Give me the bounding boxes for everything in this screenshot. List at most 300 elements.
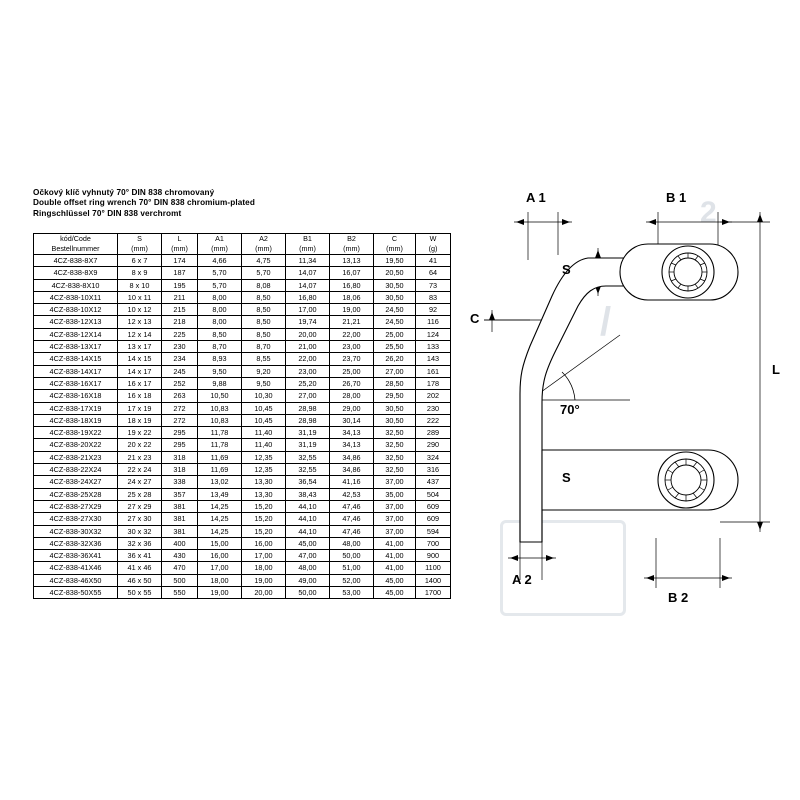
- cell-code: 4CZ-838-24X27: [34, 476, 118, 488]
- cell-value: 73: [416, 279, 451, 291]
- cell-value: 13,13: [330, 255, 374, 267]
- cell-value: 21,21: [330, 316, 374, 328]
- cell-value: 23,00: [330, 341, 374, 353]
- th-code-unit: Bestellnummer: [34, 244, 118, 255]
- th-code-top: kód/Code: [34, 234, 118, 245]
- cell-value: 161: [416, 365, 451, 377]
- table-header-row-bottom: [34, 244, 451, 255]
- cell-value: 13,02: [198, 476, 242, 488]
- cell-value: 10,45: [242, 402, 286, 414]
- th-c-top: C: [374, 234, 416, 245]
- cell-code: 4CZ-838-10X11: [34, 291, 118, 303]
- cell-code: 4CZ-838-32X36: [34, 537, 118, 549]
- th-b2-top: B2: [330, 234, 374, 245]
- cell-code: 4CZ-838-14X17: [34, 365, 118, 377]
- cell-value: 14,25: [198, 500, 242, 512]
- cell-value: 295: [162, 427, 198, 439]
- cell-code: 4CZ-838-46X50: [34, 574, 118, 586]
- cell-value: 9,20: [242, 365, 286, 377]
- cell-value: 430: [162, 550, 198, 562]
- cell-value: 8,55: [242, 353, 286, 365]
- cell-value: 263: [162, 390, 198, 402]
- cell-value: 594: [416, 525, 451, 537]
- cell-value: 252: [162, 377, 198, 389]
- table-body: [34, 255, 451, 599]
- cell-value: 550: [162, 587, 198, 599]
- cell-value: 46 x 50: [118, 574, 162, 586]
- cell-value: 1700: [416, 587, 451, 599]
- cell-value: 700: [416, 537, 451, 549]
- cell-value: 25,00: [374, 328, 416, 340]
- cell-code: 4CZ-838-12X14: [34, 328, 118, 340]
- cell-code: 4CZ-838-36X41: [34, 550, 118, 562]
- cell-value: 14,07: [286, 267, 330, 279]
- cell-value: 8,00: [198, 304, 242, 316]
- cell-value: 900: [416, 550, 451, 562]
- cell-value: 30,50: [374, 402, 416, 414]
- cell-value: 116: [416, 316, 451, 328]
- cell-value: 8,93: [198, 353, 242, 365]
- cell-value: 34,86: [330, 451, 374, 463]
- table-header-row-top: [34, 234, 451, 245]
- cell-code: 4CZ-838-50X55: [34, 587, 118, 599]
- cell-value: 8 x 9: [118, 267, 162, 279]
- cell-value: 8,70: [242, 341, 286, 353]
- cell-code: 4CZ-838-41X46: [34, 562, 118, 574]
- cell-value: 5,70: [198, 279, 242, 291]
- cell-value: 47,46: [330, 513, 374, 525]
- cell-value: 18,06: [330, 291, 374, 303]
- cell-value: 1100: [416, 562, 451, 574]
- cell-value: 357: [162, 488, 198, 500]
- cell-value: 316: [416, 464, 451, 476]
- cell-value: 52,00: [330, 574, 374, 586]
- cell-value: 11,40: [242, 427, 286, 439]
- cell-code: 4CZ-838-10X12: [34, 304, 118, 316]
- cell-value: 31,19: [286, 427, 330, 439]
- cell-value: 12,35: [242, 451, 286, 463]
- cell-value: 41,00: [374, 562, 416, 574]
- table-row: [34, 255, 451, 267]
- table-row: [34, 377, 451, 389]
- table-row: [34, 550, 451, 562]
- cell-value: 8,50: [242, 328, 286, 340]
- cell-code: 4CZ-838-22X24: [34, 464, 118, 476]
- th-a1-unit: (mm): [198, 244, 242, 255]
- th-s-top: S: [118, 234, 162, 245]
- cell-value: 27,00: [374, 365, 416, 377]
- cell-code: 4CZ-838-25X28: [34, 488, 118, 500]
- table-head: [34, 234, 451, 255]
- cell-value: 211: [162, 291, 198, 303]
- cell-code: 4CZ-838-8X10: [34, 279, 118, 291]
- cell-value: 14 x 17: [118, 365, 162, 377]
- table-row: [34, 279, 451, 291]
- cell-value: 34,13: [330, 439, 374, 451]
- cell-value: 4,66: [198, 255, 242, 267]
- cell-value: 225: [162, 328, 198, 340]
- label-l: L: [772, 362, 780, 377]
- cell-value: 27,00: [286, 390, 330, 402]
- cell-value: 178: [416, 377, 451, 389]
- cell-value: 6 x 7: [118, 255, 162, 267]
- title-czech: Očkový klíč vyhnutý 70° DIN 838 chromovaný: [33, 188, 215, 197]
- cell-value: 17,00: [286, 304, 330, 316]
- th-s-unit: (mm): [118, 244, 162, 255]
- cell-value: 32,55: [286, 464, 330, 476]
- cell-value: 381: [162, 500, 198, 512]
- cell-value: 44,10: [286, 500, 330, 512]
- specification-table-wrap: [33, 233, 451, 599]
- th-a2-unit: (mm): [242, 244, 286, 255]
- cell-value: 32,55: [286, 451, 330, 463]
- cell-value: 25 x 28: [118, 488, 162, 500]
- cell-value: 195: [162, 279, 198, 291]
- table-row: [34, 476, 451, 488]
- cell-value: 32,50: [374, 451, 416, 463]
- cell-value: 16 x 18: [118, 390, 162, 402]
- cell-value: 8 x 10: [118, 279, 162, 291]
- table-row: [34, 267, 451, 279]
- cell-code: 4CZ-838-20X22: [34, 439, 118, 451]
- table-row: [34, 513, 451, 525]
- cell-value: 19,74: [286, 316, 330, 328]
- th-c-unit: (mm): [374, 244, 416, 255]
- cell-value: 27 x 30: [118, 513, 162, 525]
- cell-value: 4,75: [242, 255, 286, 267]
- cell-value: 32,50: [374, 464, 416, 476]
- cell-value: 50,00: [330, 550, 374, 562]
- ring-head-top: [620, 244, 738, 300]
- cell-value: 37,00: [374, 476, 416, 488]
- cell-value: 500: [162, 574, 198, 586]
- cell-value: 19,50: [374, 255, 416, 267]
- cell-value: 5,70: [242, 267, 286, 279]
- cell-value: 16,80: [330, 279, 374, 291]
- table-row: [34, 402, 451, 414]
- cell-value: 45,00: [374, 574, 416, 586]
- cell-value: 36 x 41: [118, 550, 162, 562]
- cell-value: 215: [162, 304, 198, 316]
- cell-code: 4CZ-838-14X15: [34, 353, 118, 365]
- cell-value: 12 x 13: [118, 316, 162, 328]
- cell-value: 12 x 14: [118, 328, 162, 340]
- cell-value: 20,00: [286, 328, 330, 340]
- ghost-graphic-top-right: 2: [700, 196, 717, 229]
- cell-value: 35,00: [374, 488, 416, 500]
- cell-value: 16,00: [242, 537, 286, 549]
- angle-arc: [562, 372, 575, 400]
- cell-value: 11,78: [198, 439, 242, 451]
- cell-value: 32 x 36: [118, 537, 162, 549]
- cell-value: 26,70: [330, 377, 374, 389]
- cell-value: 11,34: [286, 255, 330, 267]
- cell-code: 4CZ-838-18X19: [34, 414, 118, 426]
- cell-value: 28,00: [330, 390, 374, 402]
- cell-value: 45,00: [374, 587, 416, 599]
- cell-value: 41,00: [374, 537, 416, 549]
- table-row: [34, 291, 451, 303]
- table-row: [34, 427, 451, 439]
- cell-value: 290: [416, 439, 451, 451]
- cell-code: 4CZ-838-8X7: [34, 255, 118, 267]
- cell-value: 48,00: [330, 537, 374, 549]
- cell-value: 30,50: [374, 279, 416, 291]
- cell-value: 20,00: [242, 587, 286, 599]
- cell-value: 10,45: [242, 414, 286, 426]
- table-row: [34, 525, 451, 537]
- cell-value: 10,30: [242, 390, 286, 402]
- cell-value: 15,00: [198, 537, 242, 549]
- cell-value: 338: [162, 476, 198, 488]
- cell-value: 381: [162, 525, 198, 537]
- title-block: [33, 188, 453, 219]
- cell-value: 10,50: [198, 390, 242, 402]
- cell-value: 28,98: [286, 414, 330, 426]
- table-row: [34, 574, 451, 586]
- cell-value: 47,00: [286, 550, 330, 562]
- table-row: [34, 488, 451, 500]
- label-c: C: [470, 311, 480, 326]
- cell-code: 4CZ-838-16X17: [34, 377, 118, 389]
- cell-value: 25,50: [374, 341, 416, 353]
- cell-value: 45,00: [286, 537, 330, 549]
- cell-value: 14,25: [198, 513, 242, 525]
- cell-value: 37,00: [374, 513, 416, 525]
- cell-value: 8,50: [242, 291, 286, 303]
- cell-value: 16,00: [198, 550, 242, 562]
- cell-value: 17,00: [198, 562, 242, 574]
- th-b2-unit: (mm): [330, 244, 374, 255]
- cell-value: 53,00: [330, 587, 374, 599]
- table-row: [34, 587, 451, 599]
- cell-value: 64: [416, 267, 451, 279]
- cell-value: 50 x 55: [118, 587, 162, 599]
- table-row: [34, 537, 451, 549]
- cell-value: 245: [162, 365, 198, 377]
- cell-value: 1400: [416, 574, 451, 586]
- cell-value: 11,69: [198, 451, 242, 463]
- label-angle: 70°: [560, 402, 580, 417]
- cell-value: 42,53: [330, 488, 374, 500]
- cell-code: 4CZ-838-12X13: [34, 316, 118, 328]
- cell-value: 295: [162, 439, 198, 451]
- title-german: Ringschlüssel 70° DIN 838 verchromt: [33, 208, 182, 218]
- table-row: [34, 353, 451, 365]
- cell-value: 11,78: [198, 427, 242, 439]
- cell-value: 9,50: [242, 377, 286, 389]
- cell-value: 37,00: [374, 525, 416, 537]
- cell-value: 24 x 27: [118, 476, 162, 488]
- th-b1-unit: (mm): [286, 244, 330, 255]
- table-row: [34, 500, 451, 512]
- cell-value: 18 x 19: [118, 414, 162, 426]
- cell-value: 8,08: [242, 279, 286, 291]
- cell-value: 318: [162, 451, 198, 463]
- cell-value: 29,00: [330, 402, 374, 414]
- cell-value: 17,00: [242, 550, 286, 562]
- cell-value: 15,20: [242, 513, 286, 525]
- cell-value: 20 x 22: [118, 439, 162, 451]
- cell-value: 28,50: [374, 377, 416, 389]
- cell-value: 22,00: [330, 328, 374, 340]
- cell-code: 4CZ-838-8X9: [34, 267, 118, 279]
- cell-value: 15,20: [242, 500, 286, 512]
- cell-value: 470: [162, 562, 198, 574]
- cell-value: 27 x 29: [118, 500, 162, 512]
- label-b1: B 1: [666, 190, 687, 205]
- cell-value: 29,50: [374, 390, 416, 402]
- cell-value: 8,00: [198, 291, 242, 303]
- cell-value: 381: [162, 513, 198, 525]
- cell-value: 47,46: [330, 500, 374, 512]
- cell-value: 13,30: [242, 476, 286, 488]
- cell-value: 504: [416, 488, 451, 500]
- cell-value: 34,86: [330, 464, 374, 476]
- th-b1-top: B1: [286, 234, 330, 245]
- cell-value: 44,10: [286, 513, 330, 525]
- cell-value: 15,20: [242, 525, 286, 537]
- cell-value: 23,70: [330, 353, 374, 365]
- cell-value: 10 x 12: [118, 304, 162, 316]
- wrench-drawing-svg: [470, 150, 790, 630]
- cell-value: 230: [162, 341, 198, 353]
- cell-code: 4CZ-838-21X23: [34, 451, 118, 463]
- cell-code: 4CZ-838-27X30: [34, 513, 118, 525]
- cell-value: 10,83: [198, 414, 242, 426]
- cell-value: 218: [162, 316, 198, 328]
- cell-value: 14,07: [286, 279, 330, 291]
- cell-value: 19,00: [198, 587, 242, 599]
- cell-value: 25,20: [286, 377, 330, 389]
- table-row: [34, 304, 451, 316]
- table-row: [34, 328, 451, 340]
- ghost-graphic-mid: /: [600, 300, 612, 344]
- cell-value: 19 x 22: [118, 427, 162, 439]
- cell-value: 16 x 17: [118, 377, 162, 389]
- cell-value: 36,54: [286, 476, 330, 488]
- cell-value: 30,14: [330, 414, 374, 426]
- cell-value: 272: [162, 414, 198, 426]
- table-row: [34, 414, 451, 426]
- table-row: [34, 451, 451, 463]
- cell-code: 4CZ-838-17X19: [34, 402, 118, 414]
- cell-value: 13,49: [198, 488, 242, 500]
- cell-value: 32,50: [374, 427, 416, 439]
- cell-value: 16,07: [330, 267, 374, 279]
- title-english: Double offset ring wrench 70° DIN 838 chromium-plated: [33, 198, 255, 208]
- cell-value: 10 x 11: [118, 291, 162, 303]
- cell-value: 13,30: [242, 488, 286, 500]
- cell-value: 19,00: [242, 574, 286, 586]
- cell-value: 31,19: [286, 439, 330, 451]
- cell-value: 44,10: [286, 525, 330, 537]
- cell-value: 25,00: [330, 365, 374, 377]
- cell-value: 174: [162, 255, 198, 267]
- th-l-unit: (mm): [162, 244, 198, 255]
- cell-value: 400: [162, 537, 198, 549]
- cell-value: 20,50: [374, 267, 416, 279]
- cell-value: 9,50: [198, 365, 242, 377]
- cell-code: 4CZ-838-30X32: [34, 525, 118, 537]
- cell-value: 24,50: [374, 316, 416, 328]
- th-a2-top: A2: [242, 234, 286, 245]
- cell-value: 230: [416, 402, 451, 414]
- cell-value: 19,00: [330, 304, 374, 316]
- cell-value: 49,00: [286, 574, 330, 586]
- cell-value: 18,00: [242, 562, 286, 574]
- label-a1: A 1: [526, 190, 546, 205]
- cell-value: 272: [162, 402, 198, 414]
- cell-value: 234: [162, 353, 198, 365]
- cell-value: 13 x 17: [118, 341, 162, 353]
- cell-code: 4CZ-838-16X18: [34, 390, 118, 402]
- technical-drawing: [470, 150, 790, 630]
- cell-value: 16,80: [286, 291, 330, 303]
- cell-value: 30,50: [374, 414, 416, 426]
- cell-value: 222: [416, 414, 451, 426]
- cell-value: 8,00: [198, 316, 242, 328]
- label-a2: A 2: [512, 572, 532, 587]
- cell-value: 12,35: [242, 464, 286, 476]
- cell-value: 26,20: [374, 353, 416, 365]
- table-row: [34, 341, 451, 353]
- cell-value: 50,00: [286, 587, 330, 599]
- cell-value: 47,46: [330, 525, 374, 537]
- cell-code: 4CZ-838-19X22: [34, 427, 118, 439]
- cell-code: 4CZ-838-27X29: [34, 500, 118, 512]
- th-w-unit: (g): [416, 244, 451, 255]
- cell-value: 41 x 46: [118, 562, 162, 574]
- cell-value: 14,25: [198, 525, 242, 537]
- th-w-top: W: [416, 234, 451, 245]
- cell-value: 5,70: [198, 267, 242, 279]
- table-row: [34, 464, 451, 476]
- cell-value: 187: [162, 267, 198, 279]
- cell-value: 143: [416, 353, 451, 365]
- cell-value: 318: [162, 464, 198, 476]
- cell-value: 11,69: [198, 464, 242, 476]
- table-row: [34, 316, 451, 328]
- table-row: [34, 365, 451, 377]
- specification-table: [33, 233, 451, 599]
- th-a1-top: A1: [198, 234, 242, 245]
- cell-value: 11,40: [242, 439, 286, 451]
- table-row: [34, 390, 451, 402]
- cell-value: 41: [416, 255, 451, 267]
- cell-value: 30 x 32: [118, 525, 162, 537]
- cell-value: 609: [416, 500, 451, 512]
- table-row: [34, 562, 451, 574]
- cell-value: 22,00: [286, 353, 330, 365]
- cell-value: 21,00: [286, 341, 330, 353]
- cell-value: 37,00: [374, 500, 416, 512]
- cell-value: 22 x 24: [118, 464, 162, 476]
- label-s-top: S: [562, 262, 571, 277]
- cell-value: 8,50: [242, 304, 286, 316]
- cell-value: 34,13: [330, 427, 374, 439]
- cell-value: 8,50: [198, 328, 242, 340]
- cell-value: 8,70: [198, 341, 242, 353]
- cell-code: 4CZ-838-13X17: [34, 341, 118, 353]
- cell-value: 32,50: [374, 439, 416, 451]
- cell-value: 51,00: [330, 562, 374, 574]
- cell-value: 17 x 19: [118, 402, 162, 414]
- cell-value: 10,83: [198, 402, 242, 414]
- cell-value: 30,50: [374, 291, 416, 303]
- cell-value: 24,50: [374, 304, 416, 316]
- cell-value: 28,98: [286, 402, 330, 414]
